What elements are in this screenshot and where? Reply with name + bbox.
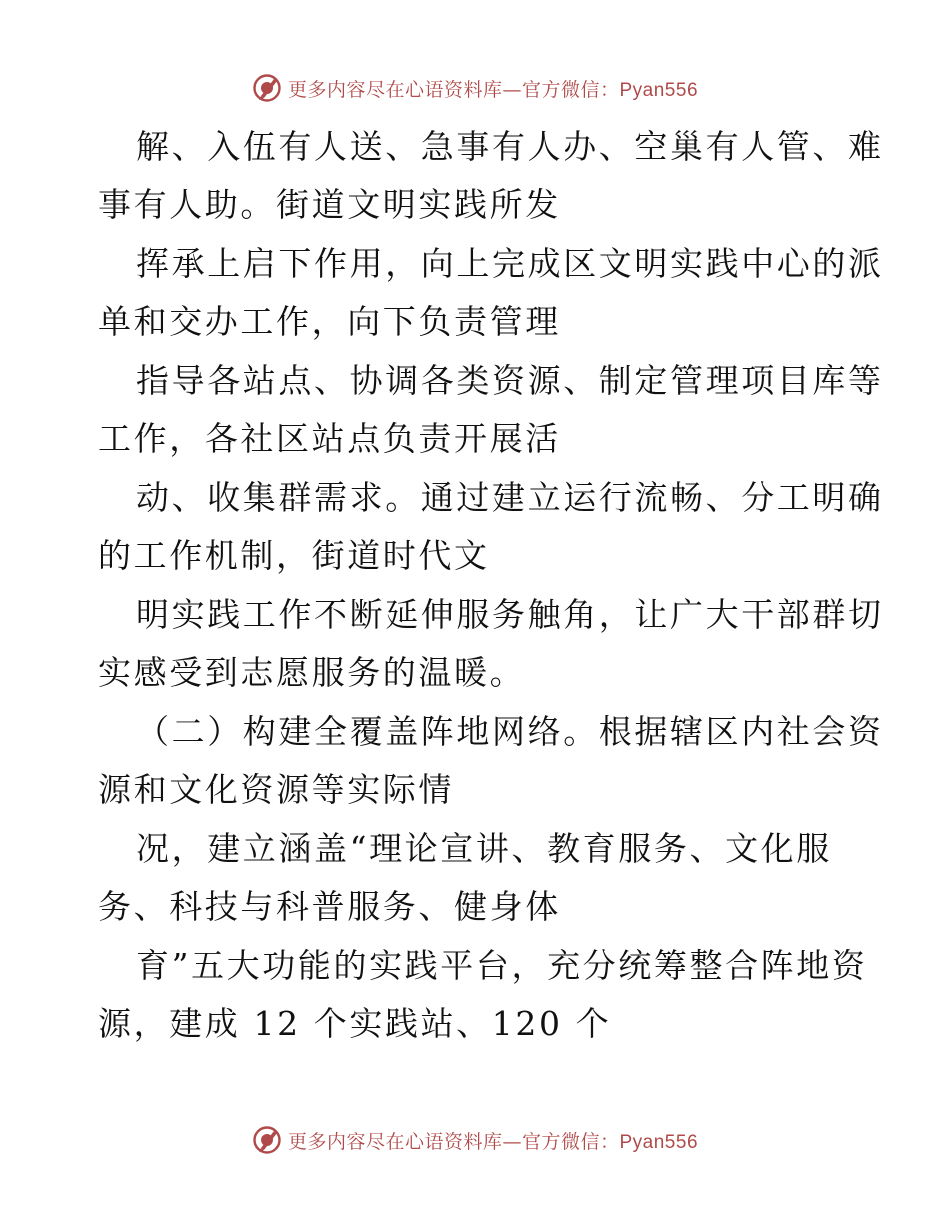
body-line: 明实践工作不断延伸服务触角，让广大干部群切: [136, 595, 884, 634]
body-line: 指导各站点、协调各类资源、制定管理项目库等: [136, 361, 884, 400]
body-line: 源和文化资源等实际情: [98, 770, 454, 809]
body-line: 的工作机制，街道时代文: [98, 536, 490, 575]
body-line: （二）构建全覆盖阵地网络。根据辖区内社会资: [136, 712, 884, 751]
body-line: 务、科技与科普服务、健身体: [98, 887, 561, 926]
body-line: 解、入伍有人送、急事有人办、空巢有人管、难: [136, 127, 884, 166]
body-line: 源，建成 12 个实践站、120 个: [98, 1004, 612, 1043]
body-line: 况，建立涵盖“理论宣讲、教育服务、文化服: [136, 829, 832, 868]
header-banner-text: 更多内容尽在心语资料库—官方微信：Pyan556: [287, 78, 699, 101]
header-banner: [0, 68, 950, 108]
pen-seal-logo-icon: [252, 73, 282, 103]
body-line: 育”五大功能的实践平台，充分统筹整合阵地资: [136, 946, 868, 985]
body-line: 实感受到志愿服务的温暖。: [98, 653, 526, 692]
pen-seal-logo-icon: [252, 1125, 282, 1155]
footer-banner: [0, 1120, 950, 1160]
body-line: 事有人助。街道文明实践所发: [98, 185, 561, 224]
footer-banner-text: 更多内容尽在心语资料库—官方微信：Pyan556: [287, 1130, 699, 1153]
body-line: 挥承上启下作用，向上完成区文明实践中心的派: [136, 244, 884, 283]
body-line: 动、收集群需求。通过建立运行流畅、分工明确: [136, 478, 884, 517]
body-line: 单和交办工作，向下负责管理: [98, 302, 561, 341]
body-line: 工作，各社区站点负责开展活: [98, 419, 561, 458]
